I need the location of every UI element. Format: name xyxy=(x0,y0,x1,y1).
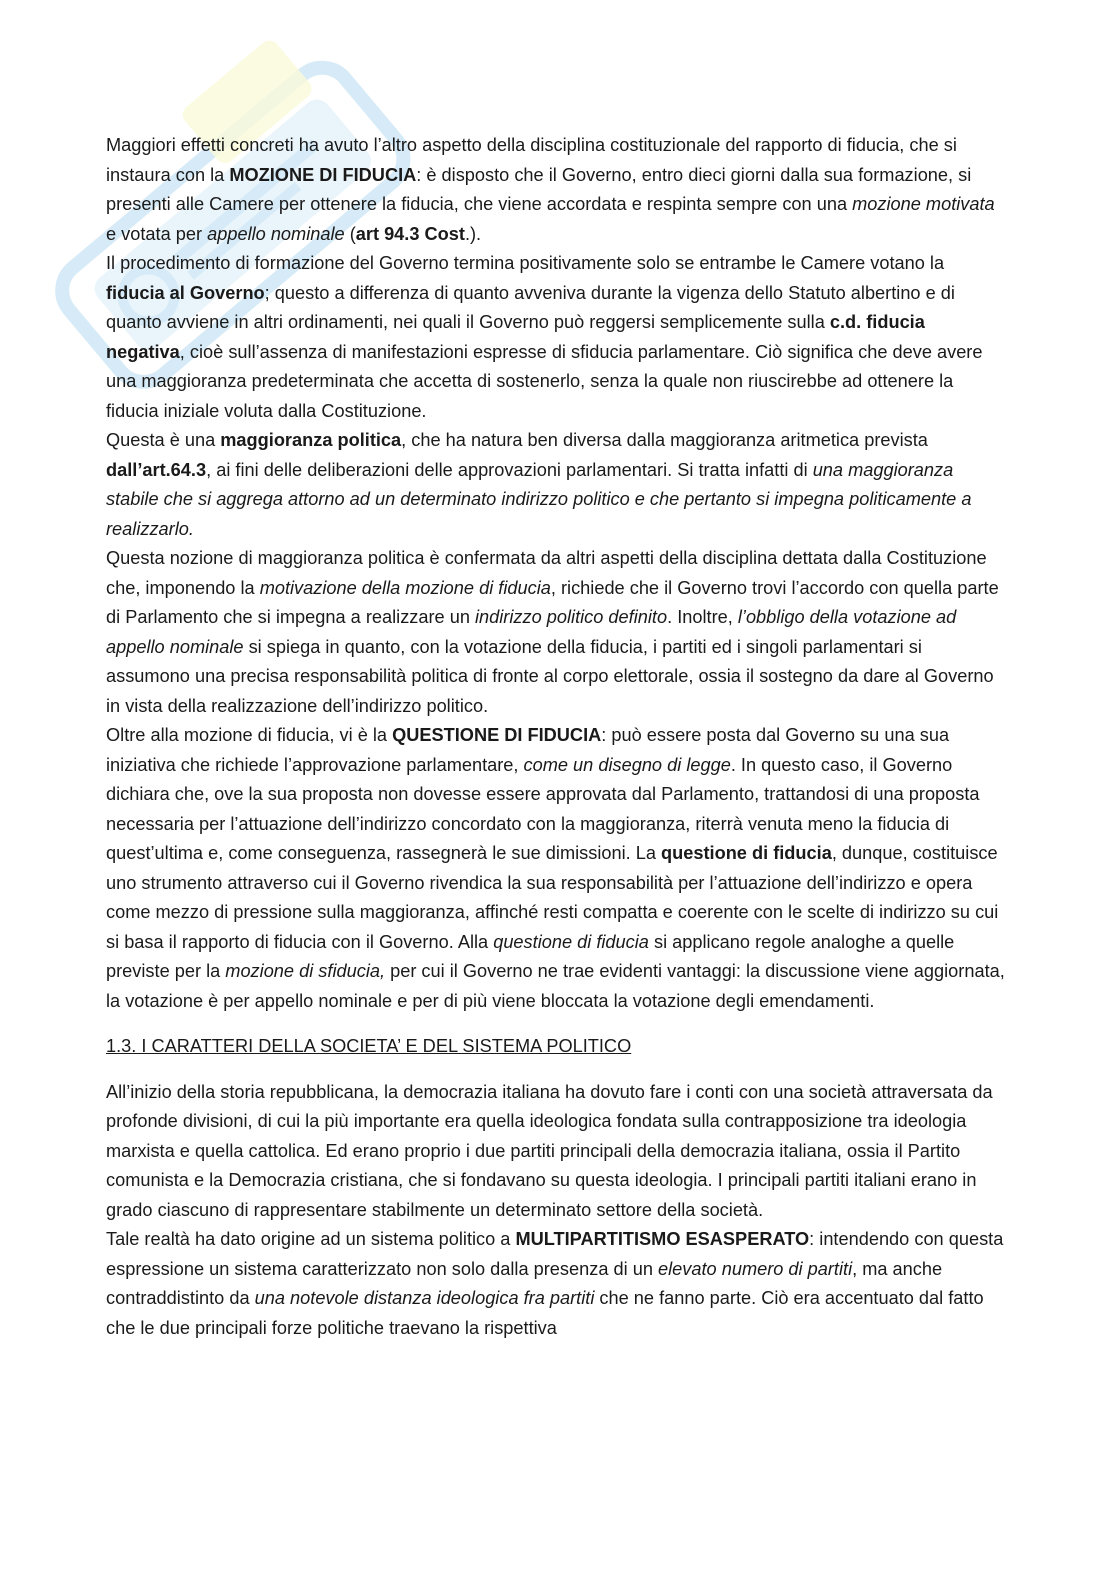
text-run: ( xyxy=(344,223,356,244)
italic-text: appello nominale xyxy=(207,223,345,244)
text-run: , ma anche contraddistinto da xyxy=(106,1258,943,1308)
italic-text: una notevole distanza ideologica fra partiti xyxy=(254,1288,595,1308)
paragraph-questione-di-fiducia xyxy=(106,721,1006,1016)
text-run: e votata per xyxy=(106,223,208,244)
italic-text: l’obbligo della votazione ad appello nominale xyxy=(106,607,957,657)
section-heading: 1.3. I CARATTERI DELLA SOCIETA’ E DEL SISTEMA POLITICO xyxy=(106,1036,632,1056)
bold-text: maggioranza politica xyxy=(220,430,402,450)
bold-text: MULTIPARTITISMO ESASPERATO xyxy=(515,1229,810,1249)
text-run: . In questo caso, il Governo dichiara che, ove la sua proposta non dovesse essere approvata dal Parlamento, trattandosi di una proposta necessaria per l’attuazione dell’indirizzo concordato con la maggioranza, riterrà venuta meno la fiducia di quest’ultima e, come conseguenza, rassegnerà le sue dimissioni. La xyxy=(106,754,980,863)
bold-text: art 94.3 Cost xyxy=(355,223,465,244)
text-run: All’inizio della storia repubblicana, la democrazia italiana ha dovuto fare i conti con una società attraversata da profonde divisioni, di cui la più importante era quella ideologica fondata sulla contrapposizione tra ideologia marxista e quella cattolica. Ed erano proprio i due partiti principali della democrazia italiana, ossia il Partito comunista e la Democrazia cristiana, che si fondavano su questa ideologia. I principali partiti italiani erano in grado ciascuno di rappresentare stabilmente un determinato settore della società. xyxy=(106,1081,993,1220)
text-run: Il procedimento di formazione del Governo termina positivamente solo se entrambe le Camere votano la xyxy=(106,253,945,273)
italic-text: elevato numero di partiti xyxy=(658,1258,853,1279)
text-run: si spiega in quanto, con la votazione della fiducia, i partiti ed i singoli parlamentari si assumono una precisa responsabilità politica di fronte al corpo elettorale, ossia il sostegno da dare al Governo in vista della realizzazione dell’indirizzo politico. xyxy=(106,636,994,716)
text-run: , richiede che il Governo trovi l’accordo con quella parte di Parlamento che si impegna a realizzare un xyxy=(106,577,999,627)
paragraph-formazione-governo xyxy=(106,249,1006,426)
italic-text: questione di fiducia xyxy=(493,931,649,952)
document-page xyxy=(106,131,1006,1343)
paragraph-nozione-maggioranza xyxy=(106,544,1006,721)
paragraph-storia-repubblicana xyxy=(106,1078,1006,1226)
italic-text: mozione motivata xyxy=(852,194,995,214)
text-run: , dunque, costituisce uno strumento attraverso cui il Governo rivendica la sua responsabilità per l’attuazione dell’indirizzo e opera come mezzo di pressione sulla maggioranza, affinché resti compatta e coerente con le scelte di indirizzo su cui si basa il rapporto di fiducia con il Governo. Alla xyxy=(106,843,999,952)
bold-text: fiducia al Governo xyxy=(106,282,265,303)
bold-text: questione di fiducia xyxy=(661,843,832,863)
text-run: , cioè sull’assenza di manifestazioni espresse di sfiducia parlamentare. Ciò significa che deve avere una maggioranza predeterminata che accetta di sostenerlo, senza la quale non riuscirebbe ad ottenere la fiducia iniziale voluta dalla Costituzione. xyxy=(106,341,983,421)
text-run: ; questo a differenza di quanto avveniva durante la vigenza dello Statuto albertino e di quanto avviene in altri ordinamenti, nei quali il Governo può reggersi semplicemente sulla xyxy=(106,282,955,332)
text-run: Oltre alla mozione di fiducia, vi è la xyxy=(106,725,393,745)
italic-text: come un disegno di legge xyxy=(523,754,731,775)
bold-text: dall’art.64.3 xyxy=(106,459,207,480)
bold-text: QUESTIONE DI FIDUCIA xyxy=(392,725,602,745)
text-run: , ai fini delle deliberazioni delle approvazioni parlamentari. Si tratta infatti di xyxy=(206,459,813,480)
italic-text: una maggioranza stabile che si aggrega attorno ad un determinato indirizzo politico e che pertanto si impegna politicamente a realizzarlo. xyxy=(106,459,972,539)
paragraph-mozione-di-fiducia xyxy=(106,131,1006,249)
italic-text: indirizzo politico definito xyxy=(475,607,668,627)
bold-text: MOZIONE DI FIDUCIA xyxy=(229,164,417,185)
text-run: per cui il Governo ne trae evidenti vantaggi: la discussione viene aggiornata, la votazione è per appello nominale e per di più viene bloccata la votazione degli emendamenti. xyxy=(106,961,1005,1011)
paragraph-multipartitismo xyxy=(106,1225,1006,1343)
text-run: Tale realtà ha dato origine ad un sistema politico a xyxy=(106,1229,516,1249)
text-run: Maggiori effetti concreti ha avuto l’altro aspetto della disciplina costituzionale del rapporto di fiducia, che si instaura con la xyxy=(106,135,957,185)
italic-text: mozione di sfiducia, xyxy=(225,961,386,981)
text-run: : intendendo con questa espressione un sistema caratterizzato non solo dalla presenza di un xyxy=(106,1229,1004,1279)
paragraph-maggioranza-politica xyxy=(106,426,1006,544)
text-run: si applicano regole analoghe a quelle previste per la xyxy=(106,931,955,981)
bold-text: c.d. fiducia negativa xyxy=(106,312,925,362)
text-run: . Inoltre, xyxy=(667,607,738,627)
text-run: : è disposto che il Governo, entro dieci giorni dalla sua formazione, si presenti alle Camere per ottenere la fiducia, che viene accordata e respinta sempre con una xyxy=(106,164,972,214)
text-run: : può essere posta dal Governo su una sua iniziativa che richiede l’approvazione parlamentare, xyxy=(106,725,950,775)
text-run: Questa nozione di maggioranza politica è confermata da altri aspetti della disciplina dettata dalla Costituzione che, imponendo la xyxy=(106,548,987,598)
text-run: .). xyxy=(464,223,482,244)
text-run: , che ha natura ben diversa dalla maggioranza aritmetica prevista xyxy=(401,430,928,450)
text-run: Questa è una xyxy=(106,430,221,450)
italic-text: motivazione della mozione di fiducia xyxy=(259,577,551,598)
text-run: che ne fanno parte. Ciò era accentuato dal fatto che le due principali forze politiche traevano la rispettiva xyxy=(106,1288,984,1338)
